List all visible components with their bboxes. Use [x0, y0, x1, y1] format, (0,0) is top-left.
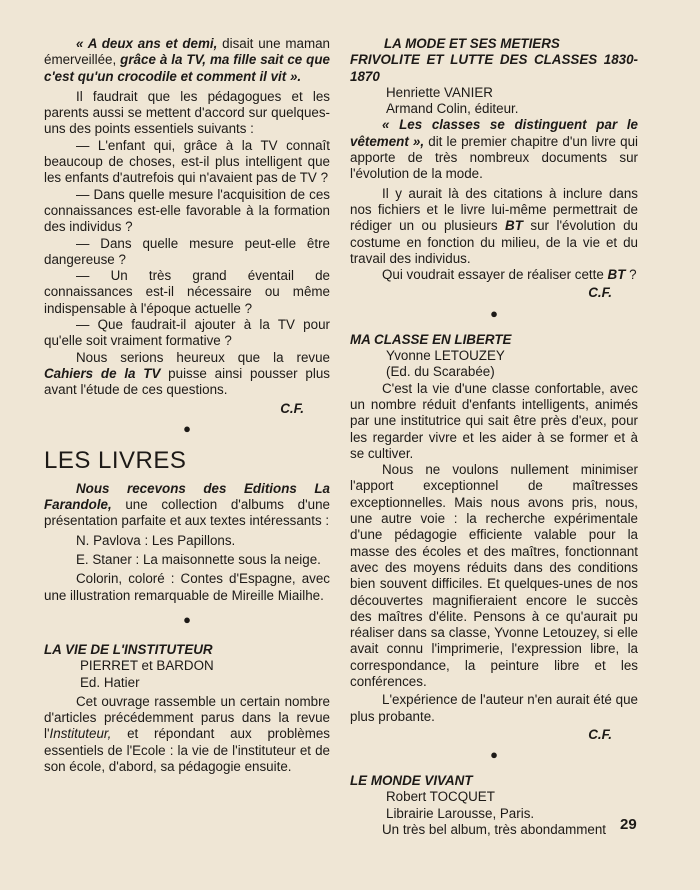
question-3: — Dans quelle mesure peut-elle être dangereuse ?	[44, 235, 330, 267]
signature: C.F.	[588, 285, 612, 301]
book-subtitle: FRIVOLITE ET LUTTE DES CLASSES 1830-1870	[350, 52, 638, 84]
book-publisher: Librairie Larousse, Paris.	[386, 805, 535, 821]
book-author: Yvonne LETOUZEY	[386, 348, 505, 364]
separator-dot: ●	[183, 420, 191, 436]
separator-dot: ●	[490, 305, 498, 321]
paragraph: Qui voudrait essayer de réaliser cette BT ?	[382, 267, 637, 283]
paragraph: « Les classes se distinguent par le vêtement », dit le premier chapitre d'un livre qui apporte de très nombreux documents sur l'évolution de la mode.	[350, 117, 638, 182]
book-title: LE MONDE VIVANT	[350, 773, 473, 789]
paragraph: Un très bel album, très abondamment	[382, 822, 607, 838]
separator-dot: ●	[183, 611, 191, 627]
left-column	[44, 36, 330, 775]
section-heading: LES LIVRES	[44, 446, 187, 474]
paragraph: L'expérience de l'auteur n'en aurait été que plus probante.	[350, 692, 638, 724]
book-entry: N. Pavlova : Les Papillons.	[76, 532, 236, 548]
book-author: Robert TOCQUET	[386, 789, 495, 805]
paragraph: Nous recevons des Editions La Farandole, une collection d'albums d'une présentation parfaite et aux textes intéressants :	[44, 480, 330, 529]
book-publisher: (Ed. du Scarabée)	[386, 364, 495, 380]
question-1: — L'enfant qui, grâce à la TV connaît beaucoup de choses, est-il plus intelligent que les enfants d'autrefois qui n'avaient pas de TV ?	[44, 137, 330, 186]
question-4: — Un très grand éventail de connaissances est-il nécessaire ou même indispensable à l'époque actuelle ?	[44, 268, 330, 316]
book-title: MA CLASSE EN LIBERTE	[350, 331, 512, 347]
paragraph: Il faudrait que les pédagogues et les parents aussi se mettent d'accord sur quelques-uns des points essentiels suivants :	[44, 88, 330, 137]
paragraph: Cet ouvrage rassemble un certain nombre d'articles précédemment parus dans la revue l'Instituteur, et répondant aux problèmes essentiels de l'Ecole : la vie de l'instituteur et de son école, d'abord, sa pédagogie ensuite.	[44, 693, 330, 774]
paragraph: Nous ne voulons nullement minimiser l'apport exceptionnel de maîtresses exceptionnelles. Mais nous avons pris, nous, une autre voie : la recherche expérimentale d'une pédagogie efficiente valable pour la masse des écoles et des maîtres, fonctionnant avec des moyens réduits dans des conditions bien souvent difficiles. Et quelques-unes de nos découvertes magnifieraient encore le succès des maîtres d'élite. Pensons à ce qu'aurait pu réaliser dans sa classe, Yvonne Letouzey, si elle avait connu l'imprimerie, l'expression libre, la correspondance, la peinture libre et les conférences.	[350, 462, 638, 689]
right-column	[350, 36, 638, 838]
book-author: Henriette VANIER	[386, 84, 493, 100]
separator-dot: ●	[490, 747, 498, 763]
book-author: PIERRET et BARDON	[80, 658, 214, 674]
book-title: LA MODE ET SES METIERS	[384, 36, 560, 51]
paragraph: Nous serions heureux que la revue Cahiers de la TV puisse ainsi pousser plus avant l'étude de ces questions.	[44, 349, 330, 398]
signature: C.F.	[280, 400, 304, 416]
signature: C.F.	[588, 726, 612, 742]
paragraph: C'est la vie d'une classe confortable, avec un nombre réduit d'enfants intelligents, animés par une institutrice qui sait être près d'eux, pour les regarder vivre et les aider à se former et à se cultiver.	[350, 380, 638, 461]
tv-quote: « A deux ans et demi, disait une maman émerveillée, grâce à la TV, ma fille sait ce que c'est qu'un crocodile et comment il vit ».	[44, 36, 330, 84]
book-entry: Colorin, coloré : Contes d'Espagne, avec une illustration remarquable de Mireille Miailhe.	[44, 571, 330, 603]
book-title: LA VIE DE L'INSTITUTEUR	[44, 641, 213, 657]
book-entry: E. Staner : La maisonnette sous la neige.	[76, 552, 321, 568]
paragraph: Il y aurait là des citations à inclure dans nos fichiers et le livre lui-même permettrait de rédiger un ou plusieurs BT sur l'évolution du costume en fonction du milieu, de la vie et du travail des individus.	[350, 185, 638, 266]
page-number: 29	[620, 816, 637, 833]
book-publisher: Armand Colin, éditeur.	[386, 101, 519, 117]
question-2: — Dans quelle mesure l'acquisition de ces connaissances est-elle favorable à la formation des individus ?	[44, 186, 330, 235]
book-publisher: Ed. Hatier	[80, 674, 140, 690]
question-5: — Que faudrait-il ajouter à la TV pour qu'elle soit vraiment formative ?	[44, 317, 330, 349]
